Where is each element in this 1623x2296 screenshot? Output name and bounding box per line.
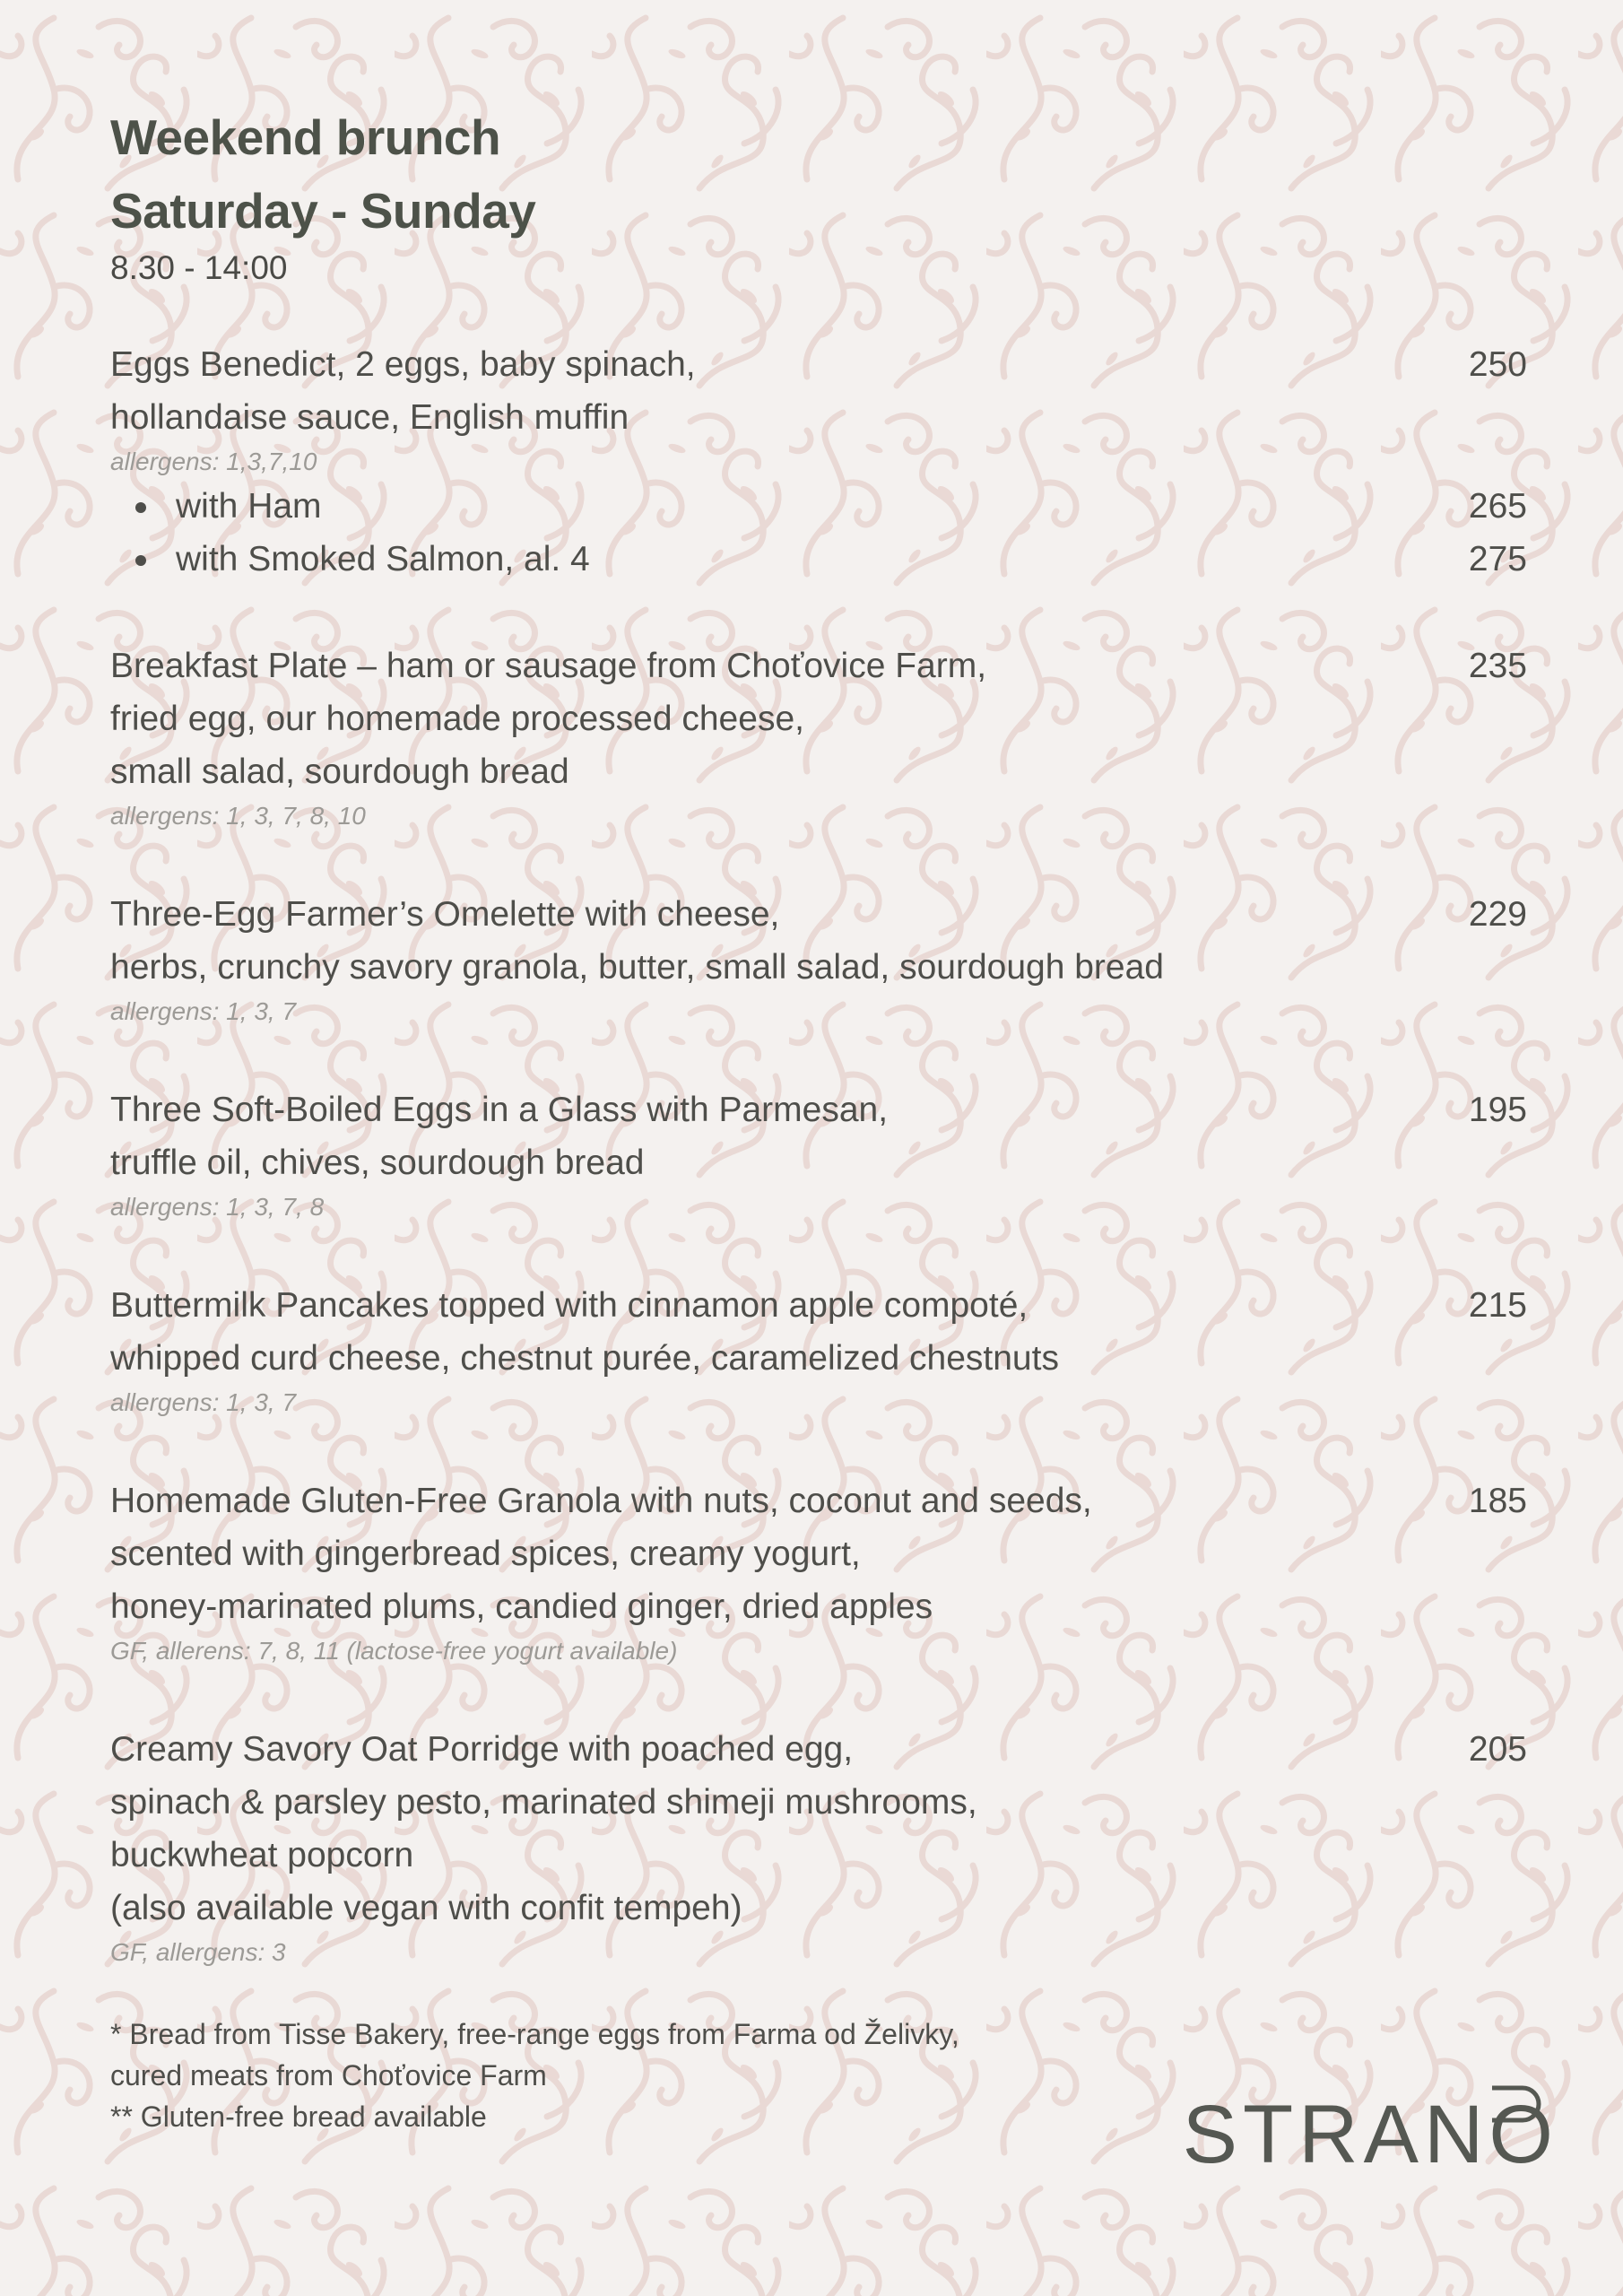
dish-description-line: Creamy Savory Oat Porridge with poached egg, — [110, 1730, 854, 1769]
dish-buttermilk-pancakes — [110, 1279, 1527, 1421]
dish-allergens: allergens: 1,3,7,10 — [110, 448, 317, 475]
dish-description-line: spinach & parsley pesto, marinated shimeji mushrooms, — [110, 1783, 977, 1822]
dish-description-line: Breakfast Plate – ham or sausage from Choťovice Farm, — [110, 647, 987, 685]
dish-allergens: allergens: 1, 3, 7, 8 — [110, 1193, 325, 1221]
dish-description-line: truffle oil, chives, sourdough bread — [110, 1144, 645, 1182]
dish-description-line: honey-marinated plums, candied ginger, dried apples — [110, 1587, 933, 1626]
dish-allergens: GF, allerens: 7, 8, 11 (lactose-free yogurt available) — [110, 1637, 678, 1665]
dish-description-line: (also available vegan with confit tempeh) — [110, 1889, 742, 1927]
strano-logo — [1183, 2090, 1558, 2179]
dish-oat-porridge — [110, 1723, 1527, 1970]
dish-description-line: herbs, crunchy savory granola, butter, small salad, sourdough bread — [110, 948, 1164, 987]
logo-wordmark: STRANO — [1182, 2089, 1558, 2180]
dish-farmers-omelette — [110, 888, 1527, 1030]
dish-price: 235 — [1468, 647, 1527, 685]
dish-variants — [110, 480, 1527, 586]
dish-description-line: buckwheat popcorn — [110, 1836, 414, 1874]
variant-label: with Smoked Salmon, al. 4 — [176, 540, 590, 578]
dish-allergens: allergens: 1, 3, 7, 8, 10 — [110, 802, 366, 830]
footnote-bread-eggs: * Bread from Tisse Bakery, free-range eggs from Farma od Želivky, — [110, 2018, 959, 2050]
variant-with-ham — [110, 480, 1527, 533]
dish-description-line: Homemade Gluten-Free Granola with nuts, coconut and seeds, — [110, 1482, 1092, 1520]
dish-eggs-benedict — [110, 338, 1527, 586]
footnote-cured-meats: cured meats from Choťovice Farm — [110, 2059, 547, 2092]
variant-with-smoked-salmon — [110, 533, 1527, 586]
dish-description-line: Three Soft-Boiled Eggs in a Glass with Parmesan, — [110, 1091, 889, 1129]
dish-price: 205 — [1468, 1730, 1527, 1769]
variant-label: with Ham — [176, 487, 322, 526]
footnote-gluten-free: ** Gluten-free bread available — [110, 2100, 487, 2133]
dish-price: 229 — [1468, 895, 1527, 934]
dish-allergens: GF, allergens: 3 — [110, 1938, 286, 1966]
variant-price: 265 — [1468, 487, 1527, 526]
dish-price: 195 — [1468, 1091, 1527, 1129]
dish-price: 215 — [1468, 1286, 1527, 1325]
dish-soft-boiled-eggs — [110, 1083, 1527, 1225]
variant-price: 275 — [1468, 540, 1527, 578]
dish-description-line: fried egg, our homemade processed cheese, — [110, 700, 804, 738]
dish-gluten-free-granola — [110, 1474, 1527, 1669]
dish-breakfast-plate — [110, 639, 1527, 834]
dish-description-line: Three-Egg Farmer’s Omelette with cheese, — [110, 895, 780, 934]
menu-title-line1: Weekend brunch — [110, 109, 501, 165]
dish-description-line: Eggs Benedict, 2 eggs, baby spinach, — [110, 345, 696, 384]
dish-allergens: allergens: 1, 3, 7 — [110, 1388, 297, 1416]
dish-price: 250 — [1468, 345, 1527, 384]
menu-content — [110, 100, 1527, 2137]
menu-title-line2: Saturday - Sunday — [110, 183, 536, 239]
dish-description-line: Buttermilk Pancakes topped with cinnamon apple compoté, — [110, 1286, 1028, 1325]
dish-price: 185 — [1468, 1482, 1527, 1520]
opening-hours: 8.30 - 14:00 — [110, 249, 288, 286]
dish-description-line: hollandaise sauce, English muffin — [110, 398, 629, 437]
dish-description-line: small salad, sourdough bread — [110, 752, 569, 791]
dish-description-line: whipped curd cheese, chestnut purée, caramelized chestnuts — [110, 1339, 1059, 1378]
dish-description-line: scented with gingerbread spices, creamy yogurt, — [110, 1535, 861, 1573]
dish-allergens: allergens: 1, 3, 7 — [110, 997, 297, 1025]
logo-arc-mark — [1487, 2084, 1549, 2124]
